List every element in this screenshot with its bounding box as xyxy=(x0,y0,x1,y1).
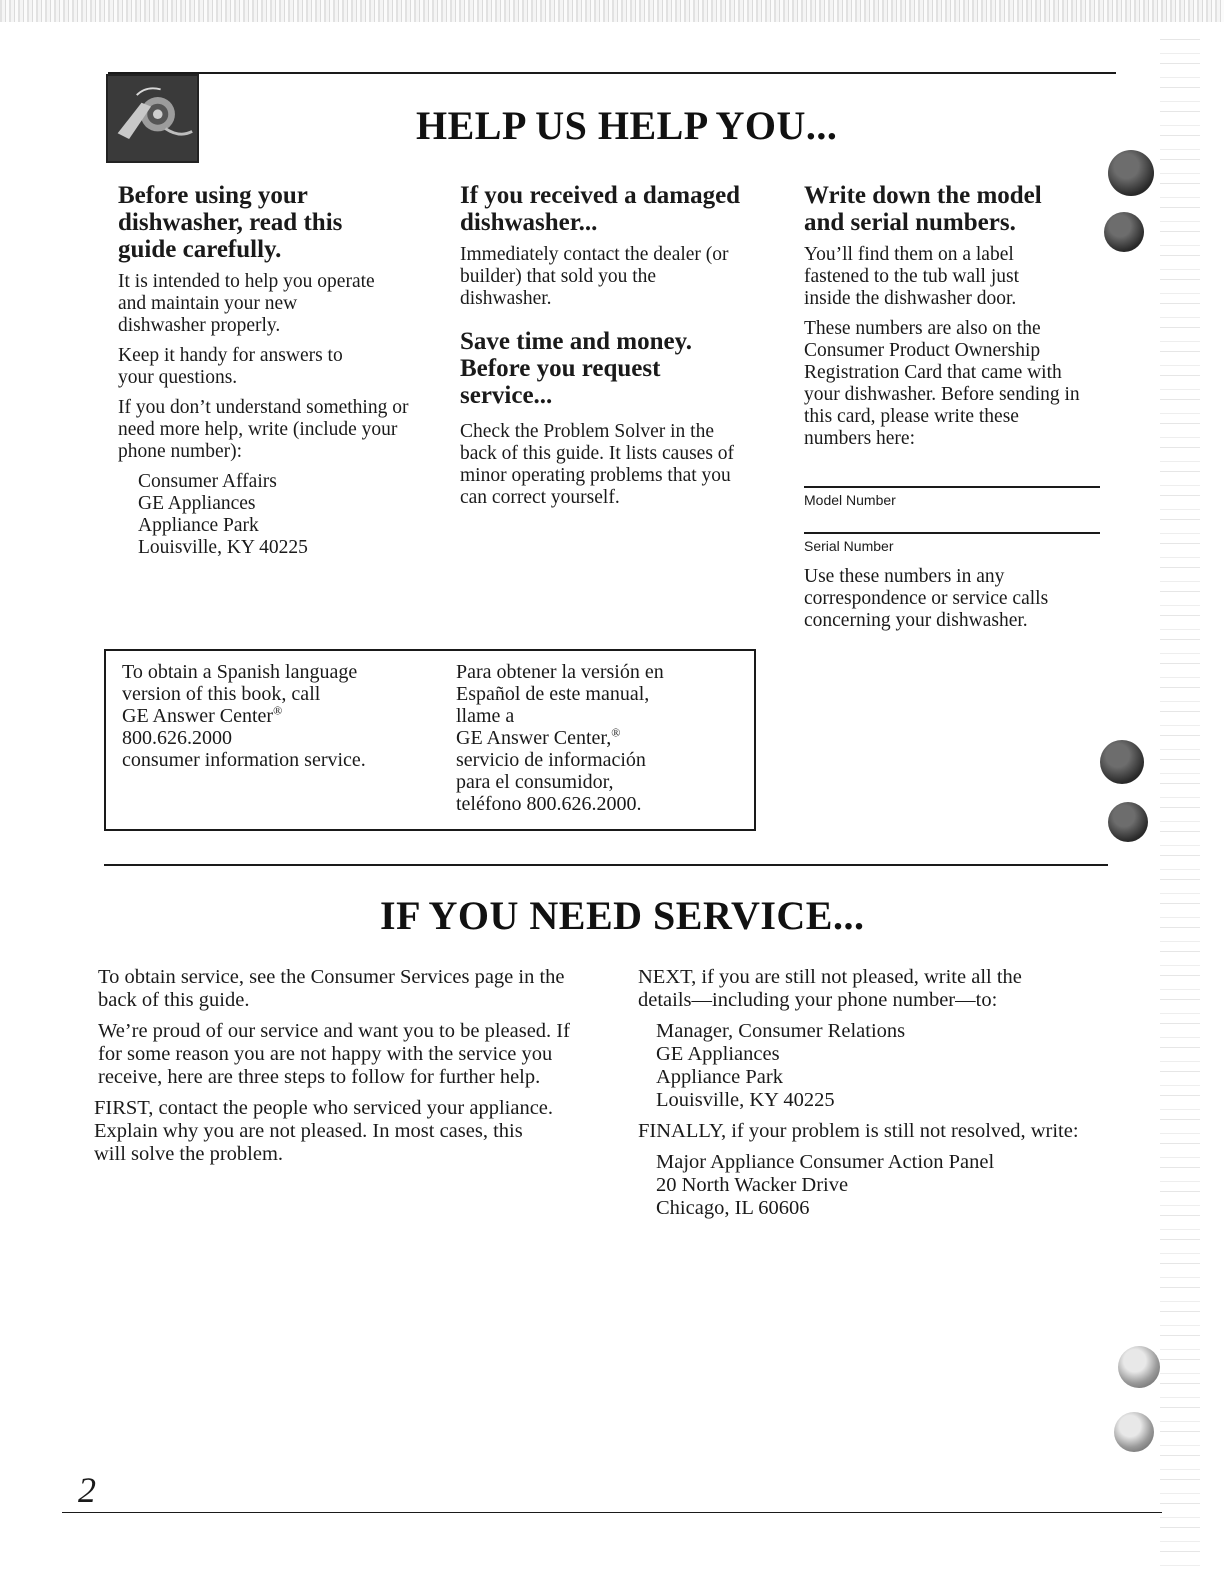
notice-line: GE Answer Center xyxy=(122,705,274,727)
address-line: Manager, Consumer Relations xyxy=(656,1020,906,1042)
notice-line-answer-center xyxy=(456,727,746,749)
column-2-heading-2: Save time and money. Before you request service... xyxy=(460,328,692,409)
address-line: Louisville, KY 40225 xyxy=(138,537,308,558)
address-line: Major Appliance Consumer Action Panel xyxy=(656,1151,995,1173)
service-paragraph: We’re proud of our service and want you to be pleased. If for some reason you are not happy with the service you receive, here are three steps to follow for further help. xyxy=(98,1020,570,1088)
binder-hole-icon xyxy=(1114,1412,1154,1452)
middle-rule xyxy=(104,864,1108,866)
consumer-relations-address xyxy=(638,1020,1108,1112)
registered-mark: ® xyxy=(273,703,283,718)
service-paragraph: FIRST, contact the people who serviced your appliance. Explain why you are not pleased. In most cases, this will solve the problem. xyxy=(94,1097,554,1165)
service-paragraph: To obtain service, see the Consumer Services page in the back of this guide. xyxy=(98,966,565,1011)
notice-line: teléfono 800.626.2000. xyxy=(456,793,642,815)
column-1-paragraph: It is intended to help you operate and maintain your new dishwasher properly. xyxy=(118,271,375,336)
binder-hole-icon xyxy=(1118,1346,1160,1388)
notice-line: version of this book, call xyxy=(122,683,321,705)
registered-mark: ® xyxy=(611,725,621,740)
notice-line: 800.626.2000 xyxy=(122,727,232,749)
service-column-right xyxy=(638,966,1108,1228)
serial-number-label: Serial Number xyxy=(804,538,894,554)
column-1-paragraph: If you don’t understand something or need more help, write (include your phone number): xyxy=(118,397,409,462)
header-photo-icon xyxy=(106,74,199,163)
column-3-closing: Use these numbers in any correspondence or service calls concerning your dishwasher. xyxy=(804,566,1049,631)
spanish-version-box xyxy=(104,649,756,831)
notice-line: para el consumidor, xyxy=(456,771,614,793)
address-line: GE Appliances xyxy=(656,1043,780,1065)
column-2-paragraph: Check the Problem Solver in the back of this guide. It lists causes of minor operating problems that you can correct yourself. xyxy=(460,421,735,508)
address-line: GE Appliances xyxy=(138,493,256,514)
column-3-heading: Write down the model and serial numbers. xyxy=(804,182,1042,236)
notice-line: To obtain a Spanish language xyxy=(122,661,358,683)
binder-hole-icon xyxy=(1108,802,1148,842)
notice-line-answer-center xyxy=(122,705,422,727)
help-section-title: HELP US HELP YOU... xyxy=(416,103,838,148)
help-column-1 xyxy=(118,182,418,567)
service-next: NEXT, if you are still not pleased, write all the details—including your phone number—to: xyxy=(638,966,1022,1011)
column-1-paragraph: Keep it handy for answers to your questions. xyxy=(118,345,343,388)
column-2-heading: If you received a damaged dishwasher... xyxy=(460,182,741,236)
notice-line: llame a xyxy=(456,705,515,727)
model-number-line xyxy=(804,486,1100,488)
binder-hole-icon xyxy=(1108,150,1154,196)
notice-line: GE Answer Center, xyxy=(456,727,612,749)
notice-line: Español de este manual, xyxy=(456,683,650,705)
address-line: Chicago, IL 60606 xyxy=(656,1197,810,1219)
top-rule xyxy=(108,72,1116,74)
column-3-paragraph: These numbers are also on the Consumer Product Ownership Registration Card that came with your dishwasher. Before sending in this card, please write these numbers here: xyxy=(804,318,1080,449)
address-line: 20 North Wacker Drive xyxy=(656,1174,849,1196)
address-line: Louisville, KY 40225 xyxy=(656,1089,835,1111)
service-section-title: IF YOU NEED SERVICE... xyxy=(380,893,865,938)
scan-artifact-right xyxy=(1160,30,1200,1570)
notice-line: Para obtener la versión en xyxy=(456,661,664,683)
column-1-heading: Before using your dishwasher, read this guide carefully. xyxy=(118,182,343,263)
column-2-paragraph: Immediately contact the dealer (or builder) that sold you the dishwasher. xyxy=(460,244,729,309)
notice-line: consumer information service. xyxy=(122,749,366,771)
bottom-rule xyxy=(62,1512,1162,1513)
service-finally: FINALLY, if your problem is still not resolved, write: xyxy=(638,1120,1079,1142)
binder-hole-icon xyxy=(1100,740,1144,784)
consumer-affairs-address xyxy=(118,471,418,559)
notice-line: servicio de información xyxy=(456,749,646,771)
address-line: Appliance Park xyxy=(656,1066,783,1088)
spanish-notice xyxy=(456,661,746,815)
address-line: Consumer Affairs xyxy=(138,471,277,492)
serial-number-line xyxy=(804,532,1100,534)
scan-artifact-top xyxy=(0,0,1224,22)
address-line: Appliance Park xyxy=(138,515,259,536)
english-notice xyxy=(122,661,422,771)
page-number: 2 xyxy=(78,1470,96,1510)
help-column-2 xyxy=(460,182,760,517)
service-column-left xyxy=(94,966,578,1174)
model-number-label: Model Number xyxy=(804,492,896,508)
binder-hole-icon xyxy=(1104,212,1144,252)
action-panel-address xyxy=(638,1151,1108,1220)
help-column-3 xyxy=(804,182,1104,640)
column-3-paragraph: You’ll find them on a label fastened to the tub wall just inside the dishwasher door. xyxy=(804,244,1019,309)
